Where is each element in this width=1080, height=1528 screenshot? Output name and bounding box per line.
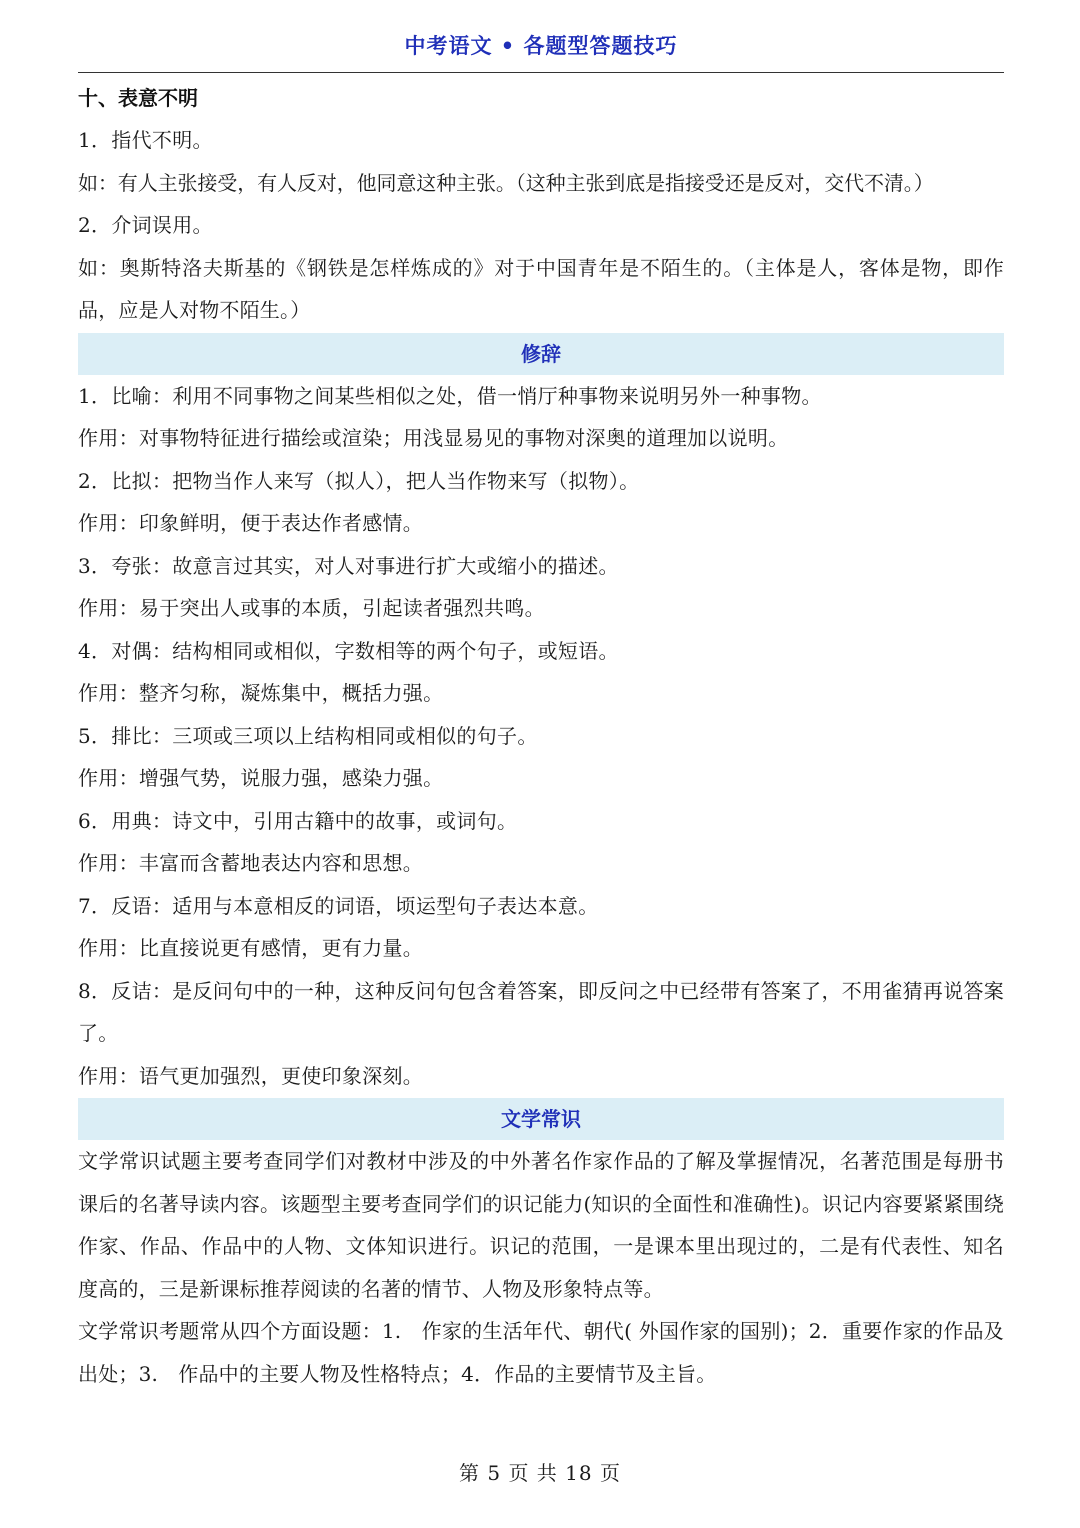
text-line: 如：有人主张接受，有人反对，他同意这种主张。（这种主张到底是指接受还是反对，交代不清。） (78, 170, 934, 195)
rhetoric-item: 7．反语：适用与本意相反的词语，顷运型句子表达本意。 (78, 893, 599, 918)
rhetoric-effect: 作用：整齐匀称，凝炼集中，概括力强。 (78, 681, 444, 705)
rhetoric-effect: 作用：增强气势，说服力强，感染力强。 (78, 766, 444, 790)
rhetoric-effect: 作用：对事物特征进行描绘或渲染；用浅显易见的事物对深奥的道理加以说明。 (78, 426, 789, 450)
page-number: 第 5 页 共 18 页 (459, 1461, 621, 1485)
rhetoric-effect: 作用：语气更加强烈，更使印象深刻。 (78, 1063, 424, 1088)
page-content (78, 77, 1004, 1395)
header-title: 中考语文 • 各题型答题技巧 (404, 34, 678, 58)
rhetoric-effect: 作用：丰富而含蓄地表达内容和思想。 (78, 851, 424, 875)
rhetoric-effect: 作用：印象鲜明，便于表达作者感情。 (78, 511, 424, 535)
page-header (78, 28, 1004, 73)
rhetoric-item: 1．比喻：利用不同事物之间某些相似之处，借一悄厅种事物来说明另外一种事物。 (78, 383, 822, 408)
literature-paragraph: 文学常识考题常从四个方面设题：1. 作家的生活年代、朝代( 外国作家的国别)；2．重要作家的作品及出处；3. 作品中的主要人物及性格特点；4．作品的主要情节及主旨。 (78, 1319, 1004, 1386)
rhetoric-item: 2．比拟：把物当作人来写（拟人），把人当作物来写（拟物）。 (78, 468, 640, 493)
section-heading-ambiguity: 十、表意不明 (78, 86, 198, 110)
rhetoric-item: 3．夸张：故意言过其实，对人对事进行扩大或缩小的描述。 (78, 553, 619, 578)
rhetoric-item: 8．反诘：是反问句中的一种，这种反问句包含着答案，即反问之中已经带有答案了，不用雀猜再说答案了。 (78, 978, 1004, 1045)
text-line: 2．介词误用。 (78, 213, 213, 237)
rhetoric-effect: 作用：易于突出人或事的本质，引起读者强烈共鸣。 (78, 596, 545, 620)
section-band-literature: 文学常识 (78, 1098, 1004, 1140)
rhetoric-item: 4．对偶：结构相同或相似，字数相等的两个句子，或短语。 (78, 638, 619, 663)
text-line: 1．指代不明。 (78, 128, 213, 152)
rhetoric-item: 5．排比：三项或三项以上结构相同或相似的句子。 (78, 723, 538, 748)
rhetoric-effect: 作用：比直接说更有感情，更有力量。 (78, 936, 424, 960)
literature-paragraph: 文学常识试题主要考查同学们对教材中涉及的中外著名作家作品的了解及掌握情况，名著范围是每册书课后的名著导读内容。该题型主要考查同学们的识记能力(知识的全面性和准确性)。识记内容要紧紧围绕作家、作品、作品中的人物、文体知识进行。识记的范围，一是课本里出现过的，二是有代表性、知名度高的，三是新课标推荐阅读的名著的情节、人物及形象特点等。 (78, 1149, 1004, 1301)
section-band-rhetoric: 修辞 (78, 333, 1004, 375)
text-paragraph: 如：奥斯特洛夫斯基的《钢铁是怎样炼成的》对于中国青年是不陌生的。（主体是人，客体是物，即作品，应是人对物不陌生。） (78, 255, 1004, 322)
rhetoric-item: 6．用典：诗文中，引用古籍中的故事，或词句。 (78, 808, 518, 833)
